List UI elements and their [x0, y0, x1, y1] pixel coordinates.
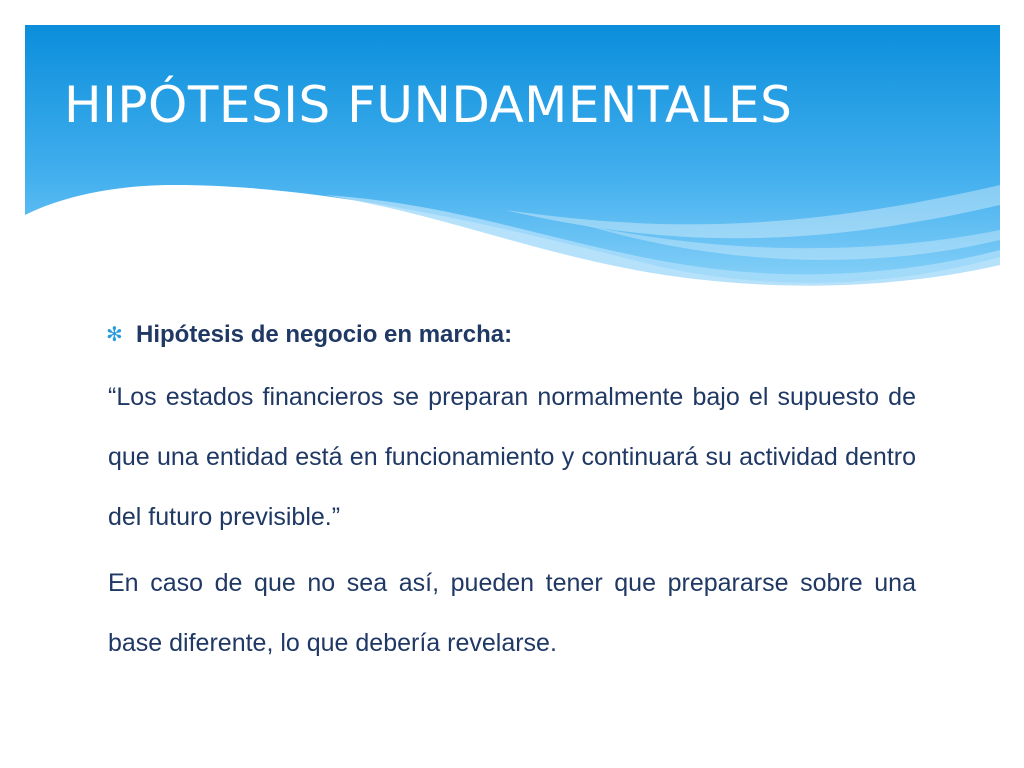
bullet-item	[106, 315, 916, 355]
note-paragraph: En caso de que no sea así, pueden tener que prepararse sobre una base diferente, lo que debería revelarse.	[108, 569, 916, 657]
asterisk-icon: ✻	[106, 324, 123, 346]
header-banner	[25, 25, 1000, 295]
slide-content	[108, 315, 916, 679]
slide-title: HIPÓTESIS FUNDAMENTALES	[64, 76, 793, 134]
bullet-heading: Hipótesis de negocio en marcha:	[136, 321, 513, 348]
quote-paragraph: “Los estados financieros se preparan normalmente bajo el supuesto de que una entidad está en funcionamiento y continuará su actividad dentro del futuro previsible.”	[108, 383, 916, 531]
